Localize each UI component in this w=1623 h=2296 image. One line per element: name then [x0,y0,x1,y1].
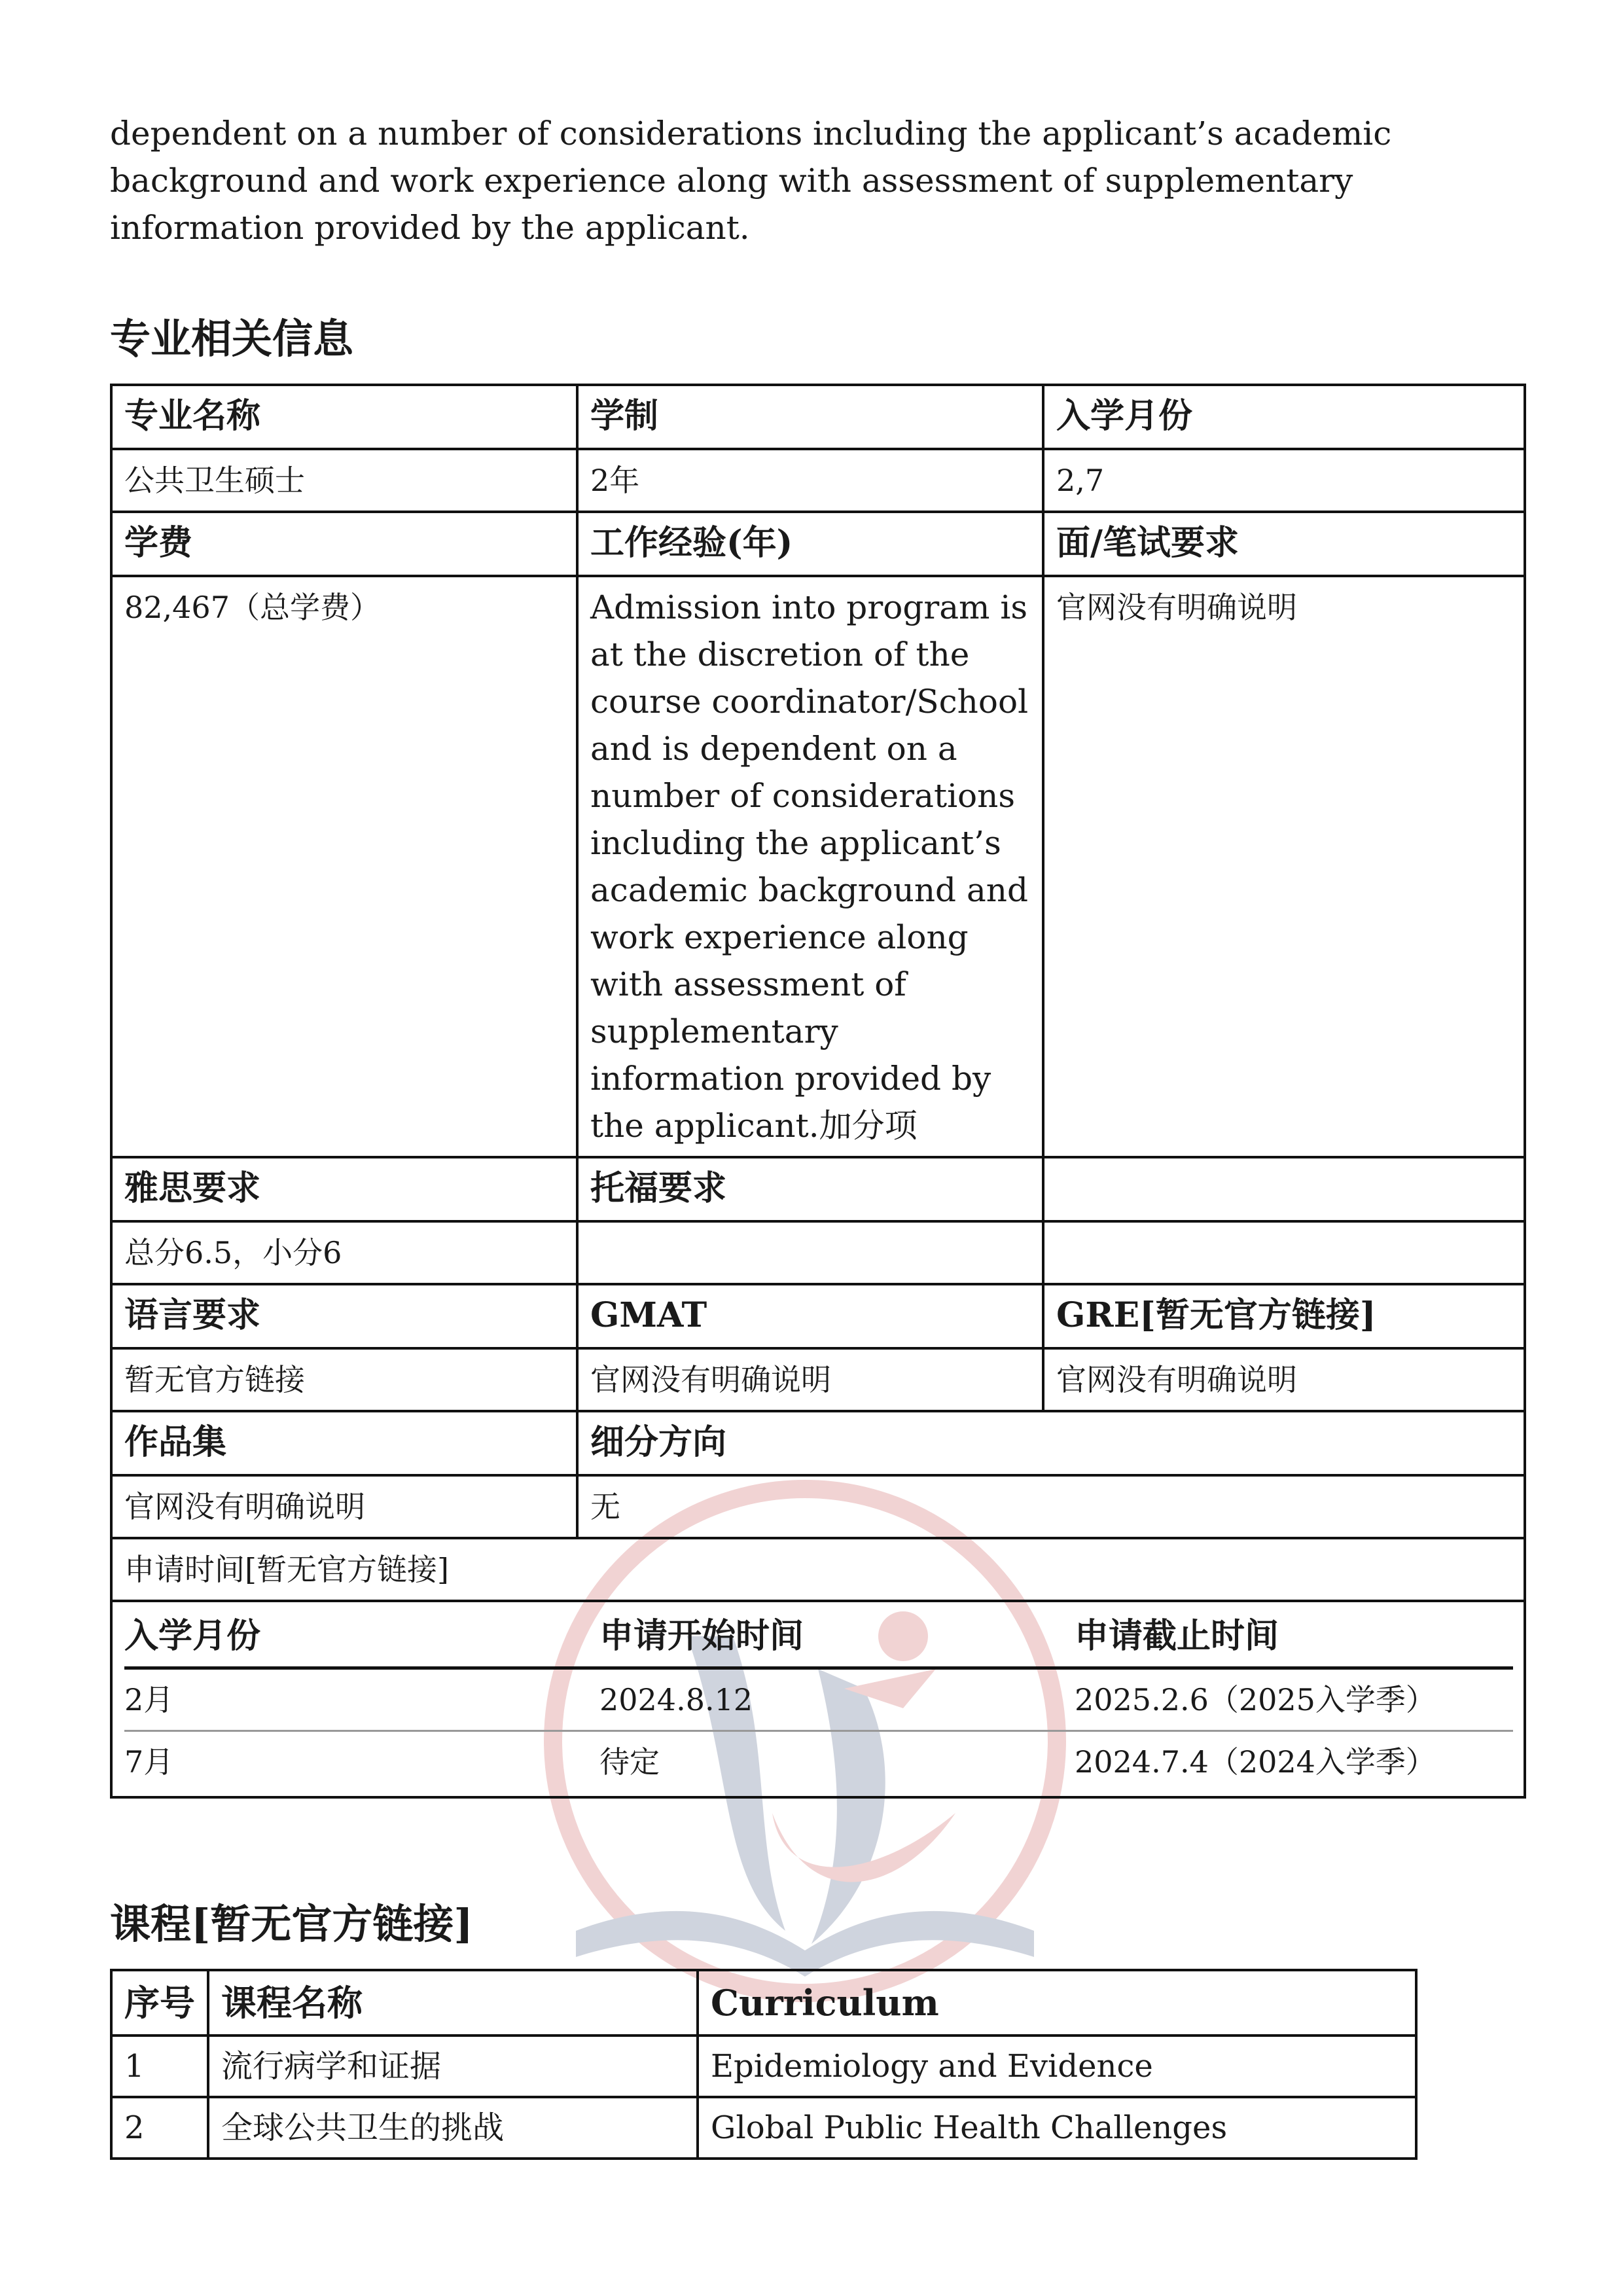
period-deadline: 2025.2.6（2025入学季） [1075,1668,1513,1731]
value-toefl [577,1221,1043,1284]
value-intake-month: 2,7 [1043,449,1525,512]
section-title-program-info: 专业相关信息 [110,315,354,363]
table-row [124,1668,1513,1731]
header-tuition: 学费 [111,512,577,576]
application-time-label: 申请时间[暂无官方链接] [111,1538,1525,1601]
value-specialization: 无 [577,1475,1525,1538]
header-specialization: 细分方向 [577,1411,1525,1475]
header-duration: 学制 [577,385,1043,449]
value-gmat: 官网没有明确说明 [577,1348,1043,1411]
period-intake: 2月 [124,1668,599,1731]
course-name-cn: 流行病学和证据 [208,2036,698,2097]
course-name-en: Epidemiology and Evidence [698,2036,1416,2097]
section-title-courses: 课程[暂无官方链接] [110,1900,473,1948]
header-period-deadline: 申请截止时间 [1075,1606,1513,1668]
header-language-requirement: 语言要求 [111,1284,577,1348]
program-info-table [110,384,1526,1799]
table-row [111,2036,1416,2097]
header-program-name: 专业名称 [111,385,577,449]
value-duration: 2年 [577,449,1043,512]
header-intake-month: 入学月份 [1043,385,1525,449]
course-name-cn: 全球公共卫生的挑战 [208,2097,698,2159]
header-course-number: 序号 [111,1970,208,2036]
header-work-experience: 工作经验(年) [577,512,1043,576]
period-start: 2024.8.12 [599,1668,1075,1731]
period-intake: 7月 [124,1744,174,1780]
empty-cell [1043,1157,1525,1221]
header-gmat: GMAT [577,1284,1043,1348]
header-period-intake: 入学月份 [124,1606,599,1668]
header-ielts: 雅思要求 [111,1157,577,1221]
header-interview-requirement: 面/笔试要求 [1043,512,1525,576]
application-periods-cell [111,1601,1525,1797]
value-portfolio: 官网没有明确说明 [111,1475,577,1538]
table-row [111,2097,1416,2159]
period-start: 待定 [599,1744,660,1780]
table-row [124,1731,1513,1793]
period-deadline: 2024.7.4（2024入学季） [1075,1744,1436,1780]
header-gre: GRE[暂无官方链接] [1043,1284,1525,1348]
course-number: 2 [111,2097,208,2159]
header-curriculum: Curriculum [698,1970,1416,2036]
value-language-requirement: 暂无官方链接 [111,1348,577,1411]
value-gre: 官网没有明确说明 [1043,1348,1525,1411]
value-interview-requirement: 官网没有明确说明 [1043,576,1525,1157]
value-tuition: 82,467（总学费） [111,576,577,1157]
empty-cell [1043,1221,1525,1284]
header-course-name: 课程名称 [208,1970,698,2036]
course-name-en: Global Public Health Challenges [698,2097,1416,2159]
intro-paragraph: dependent on a number of considerations including the applicant’s academic background and work experience along with assessment of supplementary information provided by the applicant. [110,115,1392,247]
header-toefl: 托福要求 [577,1157,1043,1221]
header-portfolio: 作品集 [111,1411,577,1475]
course-number: 1 [111,2036,208,2097]
value-program-name: 公共卫生硕士 [111,449,577,512]
course-table [110,1969,1418,2160]
header-period-start: 申请开始时间 [599,1606,1075,1668]
value-work-experience: Admission into program is at the discretion of the course coordinator/School and is dependent on a number of considerations including the applicant’s academic background and work experience along with assessment of supplementary information provided by the applicant.加分项 [577,576,1043,1157]
value-ielts: 总分6.5，小分6 [111,1221,577,1284]
application-periods-table [124,1606,1513,1792]
